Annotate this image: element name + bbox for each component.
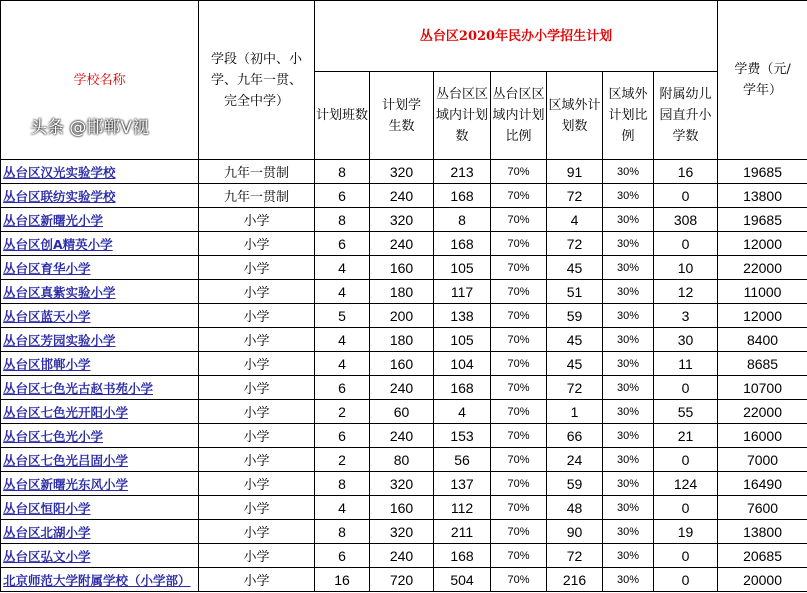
cell-kindergarten-direct: 21 [654,424,718,448]
cell-in-district-ratio: 70% [491,280,547,304]
table-row [1,328,807,352]
cell-students: 160 [370,256,434,280]
cell-classes: 8 [315,472,370,496]
cell-school-name[interactable]: 丛台区七色光吕固小学 [1,448,199,472]
header-tuition: 学费（元/学年） [718,1,807,160]
cell-in-district-ratio: 70% [491,328,547,352]
header-out-district-ratio: 区域外计划比例 [603,72,654,160]
cell-students: 80 [370,448,434,472]
table-row [1,160,807,184]
cell-stage: 小学 [199,328,315,352]
cell-tuition: 12000 [718,304,807,328]
cell-students: 320 [370,472,434,496]
cell-school-name[interactable]: 丛台区创A精英小学 [1,232,199,256]
header-in-district-count: 丛台区区域内计划数 [434,72,491,160]
cell-kindergarten-direct: 16 [654,160,718,184]
cell-school-name[interactable]: 丛台区新曙光小学 [1,208,199,232]
cell-in-district-count: 117 [434,280,491,304]
header-school-name: 学校名称 [1,1,199,160]
cell-students: 180 [370,328,434,352]
cell-kindergarten-direct: 0 [654,496,718,520]
table-row [1,496,807,520]
cell-classes: 2 [315,448,370,472]
table-row [1,304,807,328]
cell-in-district-count: 112 [434,496,491,520]
cell-tuition: 22000 [718,256,807,280]
cell-in-district-ratio: 70% [491,352,547,376]
cell-stage: 小学 [199,208,315,232]
cell-stage: 小学 [199,376,315,400]
table-row [1,544,807,568]
cell-tuition: 22000 [718,400,807,424]
cell-school-name[interactable]: 丛台区真紫实验小学 [1,280,199,304]
cell-stage: 小学 [199,256,315,280]
cell-students: 240 [370,376,434,400]
cell-students: 320 [370,160,434,184]
header-students: 计划学生数 [370,72,434,160]
cell-classes: 4 [315,496,370,520]
cell-tuition: 20000 [718,568,807,592]
cell-in-district-count: 105 [434,256,491,280]
cell-out-district-count: 216 [547,568,603,592]
cell-in-district-count: 504 [434,568,491,592]
cell-students: 180 [370,280,434,304]
cell-stage: 小学 [199,448,315,472]
cell-out-district-ratio: 30% [603,568,654,592]
cell-kindergarten-direct: 30 [654,328,718,352]
cell-in-district-ratio: 70% [491,472,547,496]
cell-out-district-ratio: 30% [603,544,654,568]
cell-tuition: 8685 [718,352,807,376]
watermark: 头条 @邯郸V视 [30,118,150,138]
cell-out-district-count: 72 [547,544,603,568]
cell-school-name[interactable]: 丛台区联纺实验学校 [1,184,199,208]
cell-tuition: 13800 [718,520,807,544]
cell-classes: 8 [315,160,370,184]
cell-out-district-ratio: 30% [603,208,654,232]
cell-classes: 6 [315,544,370,568]
cell-tuition: 10700 [718,376,807,400]
cell-classes: 2 [315,400,370,424]
header-kindergarten-direct: 附属幼儿园直升小学数 [654,72,718,160]
cell-kindergarten-direct: 3 [654,304,718,328]
cell-school-name[interactable]: 丛台区蓝天小学 [1,304,199,328]
cell-students: 160 [370,496,434,520]
cell-out-district-ratio: 30% [603,280,654,304]
cell-in-district-count: 105 [434,328,491,352]
cell-school-name[interactable]: 丛台区七色光古赵书苑小学 [1,376,199,400]
cell-kindergarten-direct: 10 [654,256,718,280]
cell-students: 320 [370,208,434,232]
cell-out-district-ratio: 30% [603,184,654,208]
cell-stage: 九年一贯制 [199,184,315,208]
cell-school-name[interactable]: 丛台区北湖小学 [1,520,199,544]
cell-students: 240 [370,424,434,448]
cell-in-district-ratio: 70% [491,208,547,232]
cell-out-district-count: 72 [547,376,603,400]
cell-kindergarten-direct: 0 [654,184,718,208]
cell-classes: 8 [315,520,370,544]
cell-in-district-ratio: 70% [491,496,547,520]
cell-in-district-ratio: 70% [491,304,547,328]
cell-out-district-count: 24 [547,448,603,472]
cell-out-district-count: 45 [547,352,603,376]
table-row [1,568,807,592]
cell-in-district-count: 137 [434,472,491,496]
cell-in-district-count: 168 [434,376,491,400]
table-title: 丛台区2020年民办小学招生计划 [315,1,718,72]
cell-stage: 小学 [199,232,315,256]
cell-kindergarten-direct: 124 [654,472,718,496]
cell-out-district-ratio: 30% [603,304,654,328]
cell-in-district-count: 104 [434,352,491,376]
cell-tuition: 11000 [718,280,807,304]
cell-out-district-ratio: 30% [603,472,654,496]
table-row [1,232,807,256]
cell-classes: 8 [315,208,370,232]
cell-classes: 4 [315,352,370,376]
cell-school-name[interactable]: 北京师范大学附属学校（小学部） [1,568,199,592]
cell-school-name[interactable]: 丛台区芳园实验小学 [1,328,199,352]
cell-kindergarten-direct: 0 [654,448,718,472]
table-row [1,376,807,400]
cell-classes: 4 [315,328,370,352]
cell-out-district-ratio: 30% [603,256,654,280]
cell-tuition: 13800 [718,184,807,208]
cell-in-district-count: 168 [434,232,491,256]
table-row [1,424,807,448]
cell-out-district-ratio: 30% [603,496,654,520]
table-row [1,472,807,496]
cell-in-district-count: 211 [434,520,491,544]
cell-students: 240 [370,232,434,256]
cell-out-district-count: 4 [547,208,603,232]
cell-classes: 6 [315,376,370,400]
cell-in-district-ratio: 70% [491,256,547,280]
cell-in-district-ratio: 70% [491,568,547,592]
cell-kindergarten-direct: 0 [654,544,718,568]
cell-students: 320 [370,520,434,544]
cell-kindergarten-direct: 12 [654,280,718,304]
cell-classes: 5 [315,304,370,328]
cell-in-district-ratio: 70% [491,160,547,184]
cell-in-district-ratio: 70% [491,544,547,568]
cell-school-name[interactable]: 丛台区恒阳小学 [1,496,199,520]
cell-school-name[interactable]: 丛台区育华小学 [1,256,199,280]
cell-stage: 小学 [199,568,315,592]
cell-school-name[interactable]: 丛台区弘文小学 [1,544,199,568]
cell-stage: 小学 [199,472,315,496]
cell-stage: 九年一贯制 [199,160,315,184]
cell-classes: 4 [315,280,370,304]
table-row [1,184,807,208]
cell-in-district-count: 4 [434,400,491,424]
table-row [1,256,807,280]
table-row [1,280,807,304]
cell-in-district-count: 56 [434,448,491,472]
cell-out-district-count: 91 [547,160,603,184]
cell-kindergarten-direct: 0 [654,376,718,400]
cell-in-district-count: 168 [434,184,491,208]
cell-out-district-ratio: 30% [603,400,654,424]
cell-stage: 小学 [199,520,315,544]
header-classes: 计划班数 [315,72,370,160]
cell-out-district-ratio: 30% [603,160,654,184]
cell-in-district-count: 138 [434,304,491,328]
cell-kindergarten-direct: 0 [654,568,718,592]
cell-out-district-ratio: 30% [603,352,654,376]
cell-stage: 小学 [199,352,315,376]
cell-students: 240 [370,184,434,208]
cell-in-district-ratio: 70% [491,400,547,424]
cell-tuition: 20685 [718,544,807,568]
cell-out-district-ratio: 30% [603,232,654,256]
cell-kindergarten-direct: 55 [654,400,718,424]
cell-classes: 6 [315,424,370,448]
table-row [1,352,807,376]
cell-tuition: 16490 [718,472,807,496]
cell-classes: 6 [315,184,370,208]
cell-stage: 小学 [199,280,315,304]
cell-out-district-count: 1 [547,400,603,424]
cell-stage: 小学 [199,400,315,424]
cell-kindergarten-direct: 11 [654,352,718,376]
cell-school-name[interactable]: 丛台区新曙光东风小学 [1,472,199,496]
cell-classes: 4 [315,256,370,280]
cell-students: 160 [370,352,434,376]
cell-in-district-ratio: 70% [491,520,547,544]
cell-students: 60 [370,400,434,424]
cell-out-district-ratio: 30% [603,328,654,352]
cell-in-district-count: 8 [434,208,491,232]
cell-out-district-count: 48 [547,496,603,520]
cell-in-district-ratio: 70% [491,424,547,448]
cell-students: 240 [370,544,434,568]
cell-school-name[interactable]: 丛台区七色光开阳小学 [1,400,199,424]
cell-out-district-count: 51 [547,280,603,304]
cell-in-district-count: 213 [434,160,491,184]
cell-tuition: 19685 [718,160,807,184]
cell-out-district-count: 59 [547,304,603,328]
cell-out-district-count: 66 [547,424,603,448]
cell-out-district-count: 72 [547,184,603,208]
cell-out-district-count: 72 [547,232,603,256]
cell-in-district-ratio: 70% [491,376,547,400]
cell-kindergarten-direct: 19 [654,520,718,544]
cell-in-district-ratio: 70% [491,448,547,472]
cell-out-district-count: 90 [547,520,603,544]
cell-kindergarten-direct: 308 [654,208,718,232]
cell-tuition: 7600 [718,496,807,520]
cell-stage: 小学 [199,544,315,568]
cell-classes: 6 [315,232,370,256]
table-row [1,448,807,472]
cell-out-district-count: 45 [547,328,603,352]
cell-students: 720 [370,568,434,592]
cell-stage: 小学 [199,304,315,328]
cell-out-district-ratio: 30% [603,448,654,472]
header-stage: 学段（初中、小学、九年一贯、完全中学） [199,1,315,160]
cell-tuition: 7000 [718,448,807,472]
cell-out-district-count: 45 [547,256,603,280]
cell-tuition: 16000 [718,424,807,448]
cell-in-district-count: 168 [434,544,491,568]
cell-out-district-ratio: 30% [603,424,654,448]
cell-students: 200 [370,304,434,328]
header-in-district-ratio: 丛台区区域内计划比例 [491,72,547,160]
cell-tuition: 12000 [718,232,807,256]
cell-stage: 小学 [199,424,315,448]
cell-stage: 小学 [199,496,315,520]
cell-tuition: 19685 [718,208,807,232]
table-row [1,520,807,544]
cell-out-district-ratio: 30% [603,376,654,400]
table-row [1,400,807,424]
cell-school-name[interactable]: 丛台区邯郸小学 [1,352,199,376]
cell-school-name[interactable]: 丛台区七色光小学 [1,424,199,448]
cell-in-district-count: 153 [434,424,491,448]
header-out-district-count: 区域外计划数 [547,72,603,160]
cell-tuition: 8400 [718,328,807,352]
cell-out-district-count: 59 [547,472,603,496]
table-row [1,208,807,232]
cell-in-district-ratio: 70% [491,232,547,256]
cell-kindergarten-direct: 0 [654,232,718,256]
cell-in-district-ratio: 70% [491,184,547,208]
cell-classes: 16 [315,568,370,592]
cell-school-name[interactable]: 丛台区汉光实验学校 [1,160,199,184]
cell-out-district-ratio: 30% [603,520,654,544]
